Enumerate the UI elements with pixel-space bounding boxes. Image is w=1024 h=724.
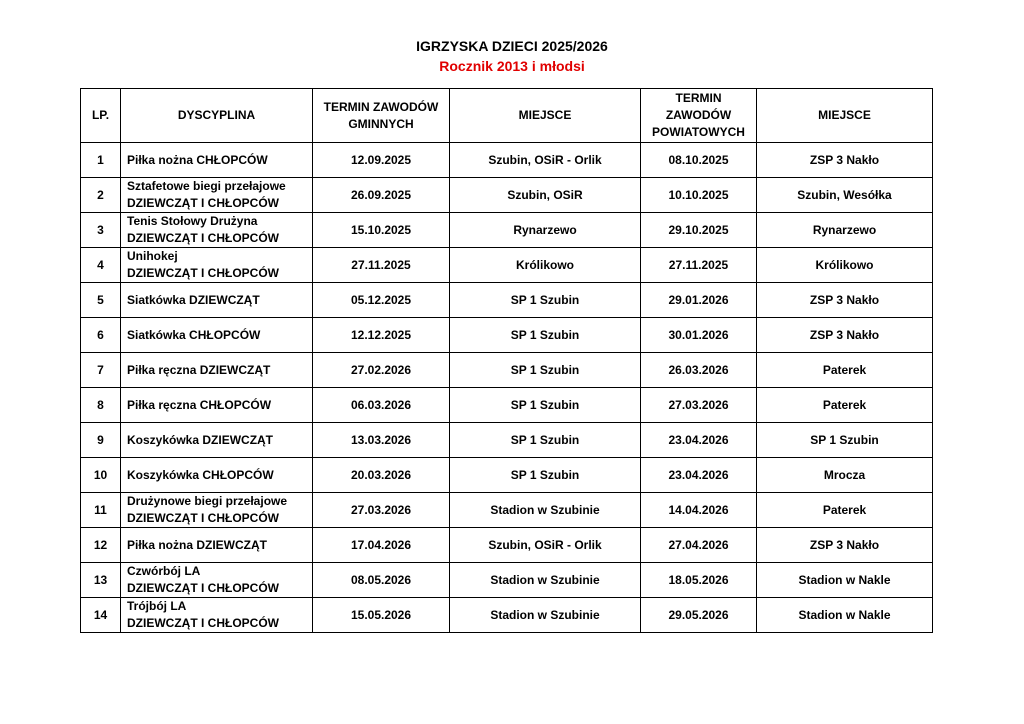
row-number: 11	[81, 493, 121, 528]
place-gmina-cell: Stadion w Szubinie	[450, 493, 641, 528]
header-text: MIEJSCE	[518, 108, 572, 122]
discipline-text: Piłka ręczna CHŁOPCÓW	[127, 397, 272, 412]
date-powiat-cell: 26.03.2026	[641, 353, 757, 388]
row-number: 7	[81, 353, 121, 388]
discipline-text: Drużynowe biegi przełajowe	[127, 494, 288, 508]
discipline-text: DZIEWCZĄT I CHŁOPCÓW	[127, 231, 279, 245]
discipline-text: Unihokej	[127, 249, 178, 263]
date-gmina-cell: 12.12.2025	[313, 318, 450, 353]
date-powiat-cell: 18.05.2026	[641, 563, 757, 598]
row-number: 10	[81, 458, 121, 493]
date-gmina-cell: 15.10.2025	[313, 213, 450, 248]
place-powiat-cell: Stadion w Nakle	[757, 598, 933, 633]
table-row	[81, 423, 933, 458]
header-text: ZAWODÓW	[665, 108, 732, 122]
table-row	[81, 283, 933, 318]
place-gmina-cell: Szubin, OSiR	[450, 178, 641, 213]
table-row	[81, 493, 933, 528]
discipline-cell	[121, 493, 313, 528]
header-date-gmina	[313, 89, 450, 143]
discipline-cell	[121, 353, 313, 388]
discipline-text: DZIEWCZĄT I CHŁOPCÓW	[127, 616, 279, 630]
row-number: 1	[81, 143, 121, 178]
place-powiat-cell: ZSP 3 Nakło	[757, 318, 933, 353]
discipline-text: Tenis Stołowy Drużyna	[127, 214, 258, 228]
discipline-cell	[121, 318, 313, 353]
discipline-text: Siatkówka DZIEWCZĄT	[127, 292, 260, 307]
date-gmina-cell: 15.05.2026	[313, 598, 450, 633]
discipline-cell	[121, 458, 313, 493]
header-place-powiat	[757, 89, 933, 143]
row-number: 12	[81, 528, 121, 563]
place-gmina-cell: Stadion w Szubinie	[450, 563, 641, 598]
table-row	[81, 598, 933, 633]
date-powiat-cell: 27.11.2025	[641, 248, 757, 283]
place-gmina-cell: SP 1 Szubin	[450, 353, 641, 388]
header-text: TERMIN ZAWODÓW	[323, 99, 439, 114]
discipline-text: Sztafetowe biegi przełajowe	[127, 179, 286, 193]
date-gmina-cell: 27.11.2025	[313, 248, 450, 283]
table-row	[81, 178, 933, 213]
header-text: MIEJSCE	[818, 108, 871, 122]
discipline-text: Piłka nożna DZIEWCZĄT	[127, 537, 268, 552]
row-number: 2	[81, 178, 121, 213]
header-text: POWIATOWYCH	[652, 125, 745, 139]
table-row	[81, 248, 933, 283]
place-gmina-cell: SP 1 Szubin	[450, 318, 641, 353]
discipline-cell	[121, 248, 313, 283]
date-powiat-cell: 27.03.2026	[641, 388, 757, 423]
place-powiat-cell: ZSP 3 Nakło	[757, 528, 933, 563]
date-powiat-cell: 23.04.2026	[641, 423, 757, 458]
row-number: 8	[81, 388, 121, 423]
row-number: 3	[81, 213, 121, 248]
place-gmina-cell: SP 1 Szubin	[450, 388, 641, 423]
discipline-cell	[121, 283, 313, 318]
place-powiat-cell: ZSP 3 Nakło	[757, 283, 933, 318]
schedule-table	[80, 88, 933, 633]
discipline-text: Trójbój LA	[127, 599, 187, 613]
date-powiat-cell: 29.05.2026	[641, 598, 757, 633]
discipline-cell	[121, 563, 313, 598]
discipline-cell	[121, 388, 313, 423]
row-number: 9	[81, 423, 121, 458]
table-row	[81, 528, 933, 563]
date-powiat-cell: 14.04.2026	[641, 493, 757, 528]
place-gmina-cell: Szubin, OSiR - Orlik	[450, 143, 641, 178]
row-number: 4	[81, 248, 121, 283]
place-gmina-cell: SP 1 Szubin	[450, 283, 641, 318]
discipline-text: DZIEWCZĄT I CHŁOPCÓW	[127, 266, 279, 280]
place-gmina-cell: Rynarzewo	[450, 213, 641, 248]
place-gmina-cell: Królikowo	[450, 248, 641, 283]
discipline-cell	[121, 178, 313, 213]
discipline-text: DZIEWCZĄT I CHŁOPCÓW	[127, 196, 279, 210]
place-powiat-cell: Rynarzewo	[757, 213, 933, 248]
header-text: GMINNYCH	[348, 116, 414, 131]
table-row	[81, 213, 933, 248]
date-gmina-cell: 12.09.2025	[313, 143, 450, 178]
place-powiat-cell: Mrocza	[757, 458, 933, 493]
discipline-cell	[121, 423, 313, 458]
discipline-cell	[121, 528, 313, 563]
date-powiat-cell: 30.01.2026	[641, 318, 757, 353]
place-gmina-cell: SP 1 Szubin	[450, 458, 641, 493]
row-number: 13	[81, 563, 121, 598]
date-gmina-cell: 06.03.2026	[313, 388, 450, 423]
discipline-text: Czwórbój LA	[127, 564, 201, 578]
place-powiat-cell: Szubin, Wesółka	[757, 178, 933, 213]
table-row	[81, 563, 933, 598]
table-row	[81, 353, 933, 388]
place-gmina-cell: Szubin, OSiR - Orlik	[450, 528, 641, 563]
row-number: 5	[81, 283, 121, 318]
discipline-text: Siatkówka CHŁOPCÓW	[127, 327, 261, 342]
place-powiat-cell: Paterek	[757, 353, 933, 388]
table-row	[81, 458, 933, 493]
header-place-gmina	[450, 89, 641, 143]
row-number: 14	[81, 598, 121, 633]
discipline-cell	[121, 598, 313, 633]
header-text: DYSCYPLINA	[177, 108, 256, 122]
date-gmina-cell: 17.04.2026	[313, 528, 450, 563]
header-date-powiat	[641, 89, 757, 143]
date-powiat-cell: 23.04.2026	[641, 458, 757, 493]
date-gmina-cell: 27.03.2026	[313, 493, 450, 528]
place-powiat-cell: Królikowo	[757, 248, 933, 283]
table-body	[81, 143, 933, 633]
place-powiat-cell: Stadion w Nakle	[757, 563, 933, 598]
row-number: 6	[81, 318, 121, 353]
discipline-text: Piłka nożna CHŁOPCÓW	[127, 152, 268, 167]
place-gmina-cell: Stadion w Szubinie	[450, 598, 641, 633]
header-lp	[81, 89, 121, 143]
date-gmina-cell: 05.12.2025	[313, 283, 450, 318]
place-powiat-cell: Paterek	[757, 493, 933, 528]
discipline-cell	[121, 143, 313, 178]
date-gmina-cell: 27.02.2026	[313, 353, 450, 388]
document-subtitle: Rocznik 2013 i młodsi	[439, 58, 585, 74]
place-powiat-cell: ZSP 3 Nakło	[757, 143, 933, 178]
header-discipline	[121, 89, 313, 143]
table-header-row	[81, 89, 933, 143]
table-row	[81, 318, 933, 353]
discipline-text: Piłka ręczna DZIEWCZĄT	[127, 362, 271, 377]
discipline-cell	[121, 213, 313, 248]
date-powiat-cell: 27.04.2026	[641, 528, 757, 563]
place-powiat-cell: Paterek	[757, 388, 933, 423]
date-gmina-cell: 26.09.2025	[313, 178, 450, 213]
header-text: TERMIN	[675, 91, 722, 105]
date-gmina-cell: 20.03.2026	[313, 458, 450, 493]
discipline-text: Koszykówka DZIEWCZĄT	[127, 432, 274, 447]
discipline-text: Koszykówka CHŁOPCÓW	[127, 467, 274, 482]
table-row	[81, 388, 933, 423]
place-gmina-cell: SP 1 Szubin	[450, 423, 641, 458]
table-row	[81, 143, 933, 178]
date-gmina-cell: 13.03.2026	[313, 423, 450, 458]
discipline-text: DZIEWCZĄT I CHŁOPCÓW	[127, 581, 279, 595]
date-powiat-cell: 29.10.2025	[641, 213, 757, 248]
document-title: IGRZYSKA DZIECI 2025/2026	[416, 38, 608, 54]
place-powiat-cell: SP 1 Szubin	[757, 423, 933, 458]
discipline-text: DZIEWCZĄT I CHŁOPCÓW	[127, 511, 279, 525]
date-gmina-cell: 08.05.2026	[313, 563, 450, 598]
header-text: LP.	[91, 108, 110, 122]
date-powiat-cell: 29.01.2026	[641, 283, 757, 318]
date-powiat-cell: 08.10.2025	[641, 143, 757, 178]
date-powiat-cell: 10.10.2025	[641, 178, 757, 213]
